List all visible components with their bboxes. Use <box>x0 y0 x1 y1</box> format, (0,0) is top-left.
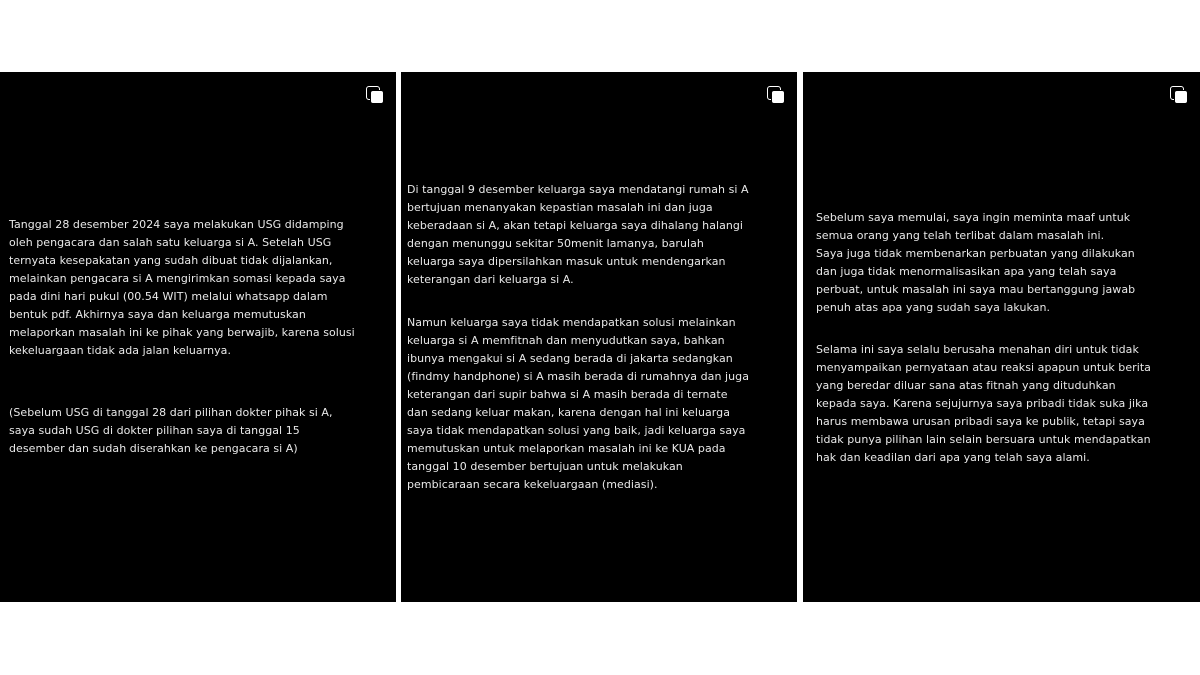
panel-2-paragraph-2: Namun keluarga saya tidak mendapatkan solusi melainkan keluarga si A memfitnah dan menyudutkan saya, bahkan ibunya mengakui si A sedang berada di jakarta sedangkan (findmy handphone) si A masih berada di rumahnya dan juga keterangan dari supir bahwa si A masih berada di ternate dan sedang keluar makan, karena dengan hal ini keluarga saya tidak mendapatkan solusi yang baik, jadi keluarga saya memutuskan untuk melaporkan masalah ini ke KUA pada tanggal 10 desember bertujuan untuk melakukan pembicaraan secara kekeluargaan (mediasi). <box>407 316 749 491</box>
story-panel-2 <box>401 72 797 602</box>
multiple-posts-icon <box>1170 86 1188 104</box>
panel-1-paragraph-1: Tanggal 28 desember 2024 saya melakukan USG didamping oleh pengacara dan salah satu keluarga si A. Setelah USG ternyata kesepakatan yang sudah dibuat tidak dijalankan, melainkan pengacara si A mengirimkan somasi kepada saya pada dini hari pukul (00.54 WIT) melalui whatsapp dalam bentuk pdf. Akhirnya saya dan keluarga memutuskan melaporkan masalah ini ke pihak yang berwajib, karena solusi kekeluargaan tidak ada jalan keluarnya. <box>9 218 355 357</box>
panel-3-paragraph-2: Selama ini saya selalu berusaha menahan diri untuk tidak menyampaikan pernyataan atau reaksi apapun untuk berita yang beredar diluar sana atas fitnah yang dituduhkan kepada saya. Karena sejujurnya saya pribadi tidak suka jika harus membawa urusan pribadi saya ke publik, tetapi saya tidak punya pilihan lain selain bersuara untuk mendapatkan hak dan keadilan dari apa yang telah saya alami. <box>816 343 1151 464</box>
panel-2-paragraph-1: Di tanggal 9 desember keluarga saya mendatangi rumah si A bertujuan menanyakan kepastian masalah ini dan juga keberadaan si A, akan tetapi keluarga saya dihalang halangi dengan menunggu sekitar 50menit lamanya, barulah keluarga saya dipersilahkan masuk untuk mendengarkan keterangan dari keluarga si A. <box>407 183 749 286</box>
panel-3-paragraph-1: Sebelum saya memulai, saya ingin meminta maaf untuk semua orang yang telah terlibat dalam masalah ini. Saya juga tidak membenarkan perbuatan yang dilakukan dan juga tidak menormalisasikan apa yang telah saya perbuat, untuk masalah ini saya mau bertanggung jawab penuh atas apa yang sudah saya lakukan. <box>816 211 1136 314</box>
panel-1-paragraph-2: (Sebelum USG di tanggal 28 dari pilihan dokter pihak si A, saya sudah USG di dokter pilihan saya di tanggal 15 desember dan sudah diserahkan ke pengacara si A) <box>9 406 333 455</box>
story-panel-1 <box>0 72 396 602</box>
story-panel-3 <box>803 72 1200 602</box>
multiple-posts-icon <box>366 86 384 104</box>
multiple-posts-icon <box>767 86 785 104</box>
